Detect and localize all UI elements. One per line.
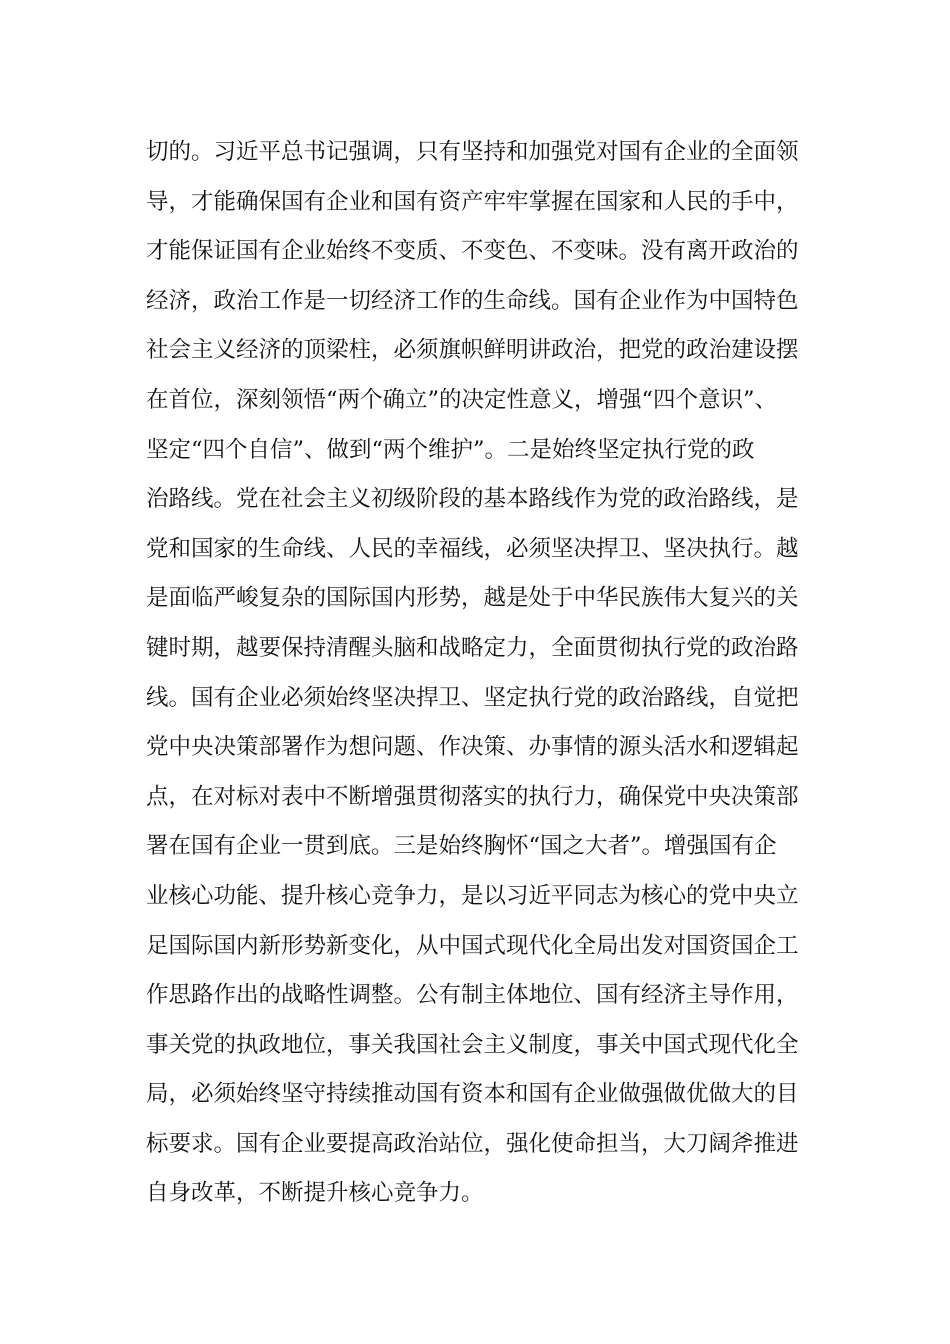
text-line: 才能保证国有企业始终不变质、不变色、不变味。没有离开政治的 [146,238,799,265]
text-line: 业核心功能、提升核心竞争力，是以习近平同志为核心的党中央立 [146,882,799,909]
text-line: 点，在对标对表中不断增强贯彻落实的执行力，确保党中央决策部 [146,783,799,810]
text-line: 导，才能确保国有企业和国有资产牢牢掌握在国家和人民的手中， [146,188,799,215]
body-text [146,128,836,1219]
text-line: 是面临严峻复杂的国际国内形势，越是处于中华民族伟大复兴的关 [146,585,799,612]
text-line: 事关党的执政地位，事关我国社会主义制度，事关中国式现代化全 [146,1031,799,1058]
text-line: 党和国家的生命线、人民的幸福线，必须坚决捍卫、坚决执行。越 [146,535,799,562]
text-line: 局，必须始终坚守持续推动国有资本和国有企业做强做优做大的目 [146,1081,799,1108]
text-line: 线。国有企业必须始终坚决捍卫、坚定执行党的政治路线，自觉把 [146,684,799,711]
text-line: 经济，政治工作是一切经济工作的生命线。国有企业作为中国特色 [146,287,799,314]
text-line: 坚定“四个自信”、做到“两个维护”。二是始终坚定执行党的政 [146,436,755,463]
text-line: 自身改革，不断提升核心竞争力。 [146,1180,484,1207]
text-line: 治路线。党在社会主义初级阶段的基本路线作为党的政治路线，是 [146,486,799,513]
text-line: 党中央决策部署作为想问题、作决策、办事情的源头活水和逻辑起 [146,734,799,761]
text-line: 切的。习近平总书记强调，只有坚持和加强党对国有企业的全面领 [146,139,799,165]
text-line: 足国际国内新形势新变化，从中国式现代化全局出发对国资国企工 [146,932,799,959]
text-line: 键时期，越要保持清醒头脑和战略定力，全面贯彻执行党的政治路 [146,634,799,661]
text-line: 社会主义经济的顶梁柱，必须旗帜鲜明讲政治，把党的政治建设摆 [146,337,799,364]
text-line: 在首位，深刻领悟“两个确立”的决定性意义，增强“四个意识”、 [146,386,778,413]
text-line: 署在国有企业一贯到底。三是始终胸怀“国之大者”。增强国有企 [146,833,777,860]
text-line: 标要求。国有企业要提高政治站位，强化使命担当，大刀阔斧推进 [146,1130,799,1157]
text-line: 作思路作出的战略性调整。公有制主体地位、国有经济主导作用， [146,982,799,1009]
